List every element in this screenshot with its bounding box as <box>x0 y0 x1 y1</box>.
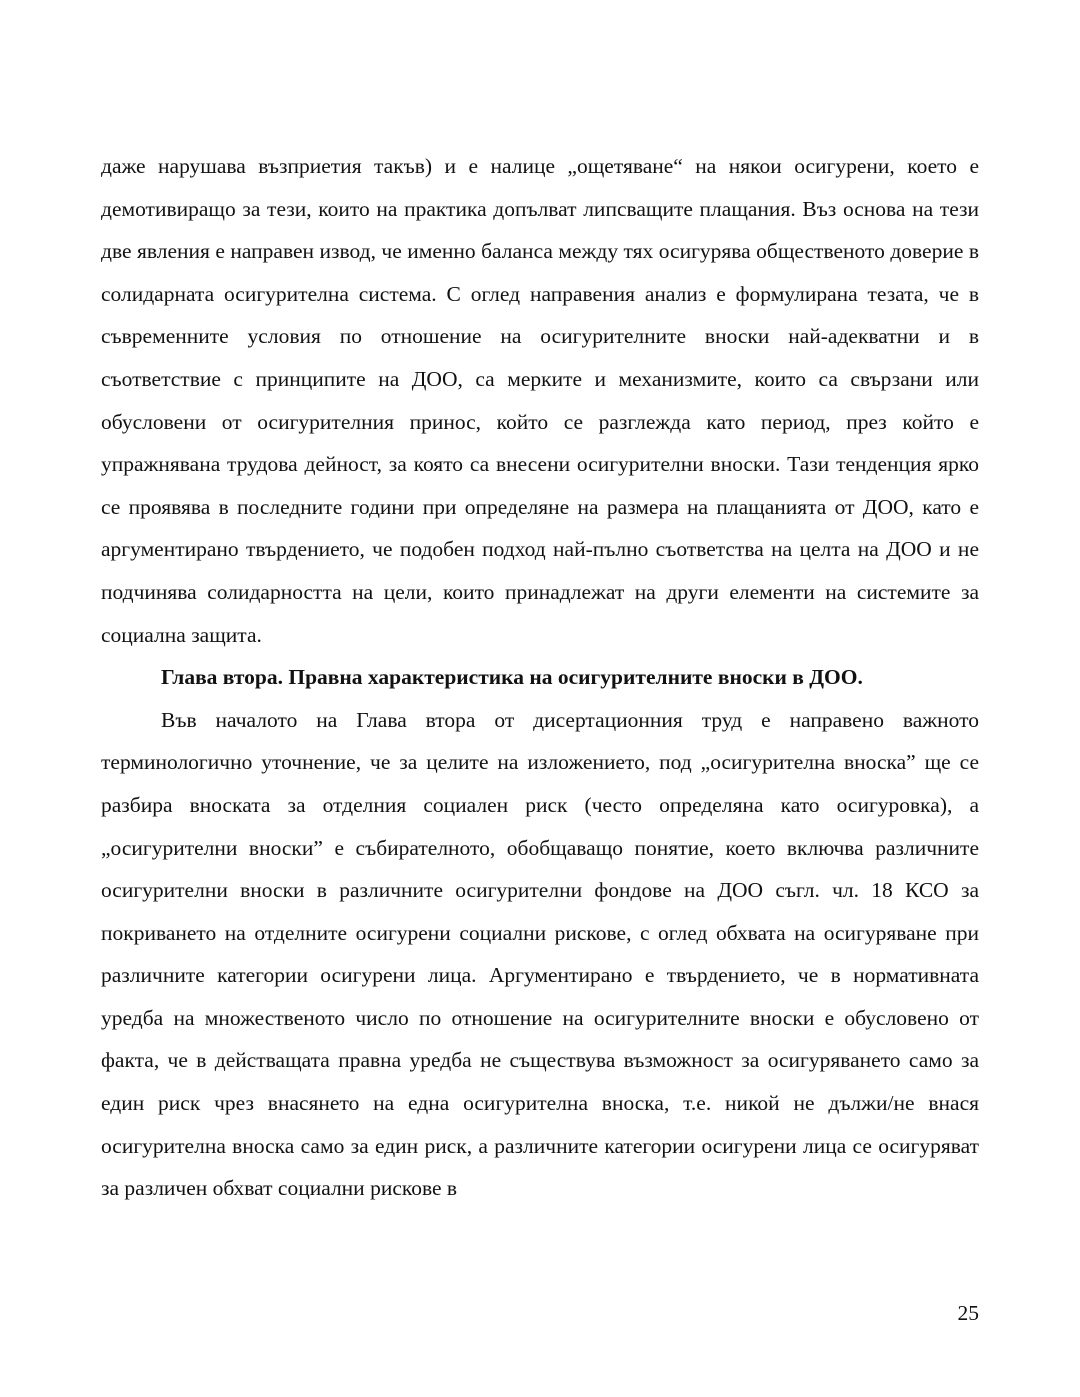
paragraph-2: Във началото на Глава втора от дисертационния труд е направено важното терминологично уточнение, че за целите на изложението, под „осигурителна вноска” ще се разбира вноската за отделния социален риск (често определяна като осигуровка), а „осигурителни вноски” е събирателното, обобщаващо понятие, което включва различните осигурителни вноски в различните осигурителни фондове на ДОО съгл. чл. 18 КСО за покриването на отделните осигурени социални рискове, с оглед обхвата на осигуряване при различните категории осигурени лица. Аргументирано е твърдението, че в нормативната уредба на множественото число по отношение на осигурителните вноски е обусловено от факта, че в действащата правна уредба не съществува възможност за осигуряването само за един риск чрез внасянето на една осигурителна вноска, т.е. никой не дължи/не внася осигурителна вноска само за един риск, а различните категории осигурени лица се осигуряват за различен обхват социални рискове в <box>101 707 979 1201</box>
page-number: 25 <box>957 1301 979 1325</box>
paragraph-1: даже нарушава възприетия такъв) и е налице „ощетяване“ на някои осигурени, което е демотивиращо за тези, които на практика допълват липсващите плащания. Въз основа на тези две явления е направен извод, че именно баланса между тях осигурява общественото доверие в солидарната осигурителна система. С оглед направения анализ е формулирана тезата, че в съвременните условия по отношение на осигурителните вноски най-адекватни и в съответствие с принципите на ДОО, са мерките и механизмите, които са свързани или обусловени от осигурителния принос, който се разглежда като период, през който е упражнявана трудова дейност, за която са внесени осигурителни вноски. Тази тенденция ярко се проявява в последните години при определяне на размера на плащанията от ДОО, като е аргументирано твърдението, че подобен подход най-пълно съответства на целта на ДОО и не подчинява солидарността на цели, които принадлежат на други елементи на системите за социална защита. <box>101 154 979 647</box>
page-body <box>101 145 979 1210</box>
chapter-heading: Глава втора. Правна характеристика на осигурителните вноски в ДОО. <box>161 665 863 690</box>
